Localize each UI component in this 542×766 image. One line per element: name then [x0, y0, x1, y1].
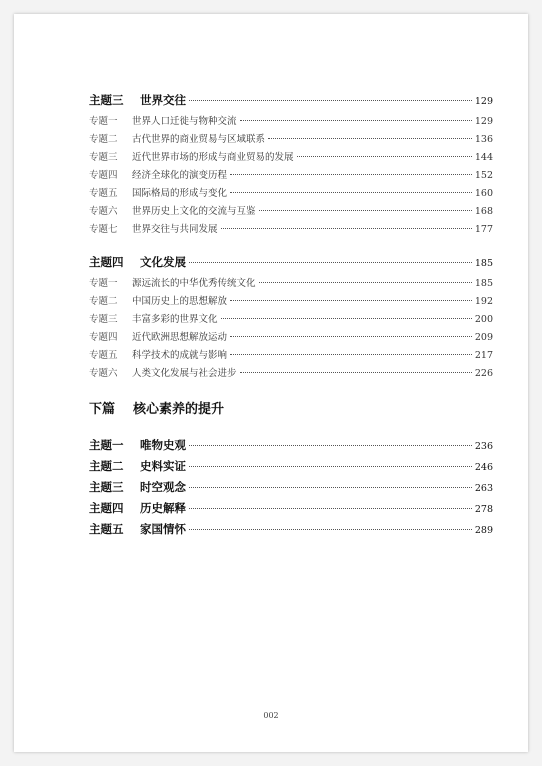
entry-title: 近代欧洲思想解放运动: [132, 332, 228, 343]
dot-leader: [230, 336, 472, 337]
toc-heading: [89, 254, 493, 275]
entry-number: 专题二: [89, 296, 118, 307]
page-number: 289: [474, 525, 493, 536]
page-footer-number: 002: [263, 711, 279, 720]
toc-heading: [89, 458, 493, 479]
toc-entry: [89, 203, 493, 221]
dot-leader: [240, 120, 472, 121]
page-number: 152: [474, 170, 493, 181]
entry-number: 专题四: [89, 332, 118, 343]
entry-number: 专题六: [89, 368, 118, 379]
entry-number: 专题四: [89, 170, 118, 181]
toc-entry: [89, 293, 493, 311]
entry-number: 专题七: [89, 224, 118, 235]
entry-title: 近代世界市场的形成与商业贸易的发展: [132, 152, 294, 163]
heading-number: 主题二: [89, 459, 124, 473]
toc-heading: [89, 92, 493, 113]
entry-title: 世界人口迁徙与物种交流: [132, 116, 237, 127]
toc-entry: [89, 113, 493, 131]
entry-title: 世界交往与共同发展: [132, 224, 218, 235]
page-number: 263: [474, 483, 493, 494]
entry-title: 科学技术的成就与影响: [132, 350, 228, 361]
entry-number: 专题一: [89, 116, 118, 127]
page-number: 278: [474, 504, 493, 515]
table-of-contents: [89, 92, 493, 542]
entry-title: 世界历史上文化的交流与互鉴: [132, 206, 256, 217]
toc-entry: [89, 185, 493, 203]
toc-entry: [89, 311, 493, 329]
entry-number: 专题三: [89, 152, 118, 163]
dot-leader: [259, 210, 472, 211]
dot-leader: [189, 487, 472, 488]
page-number: 200: [474, 314, 493, 325]
page-number: 177: [474, 224, 493, 235]
heading-number: 主题三: [89, 93, 124, 107]
dot-leader: [221, 318, 472, 319]
entry-title: 丰富多彩的世界文化: [132, 314, 218, 325]
dot-leader: [221, 228, 472, 229]
page-number: 185: [474, 278, 493, 289]
toc-entry: [89, 167, 493, 185]
toc-section-theme3: [89, 92, 493, 239]
heading-number: 主题三: [89, 480, 124, 494]
heading-title: 史料实证: [140, 459, 186, 473]
toc-section-theme4: [89, 254, 493, 383]
part-heading: [89, 398, 493, 422]
page-number: 129: [474, 116, 493, 127]
toc-entry: [89, 275, 493, 293]
entry-title: 古代世界的商业贸易与区域联系: [132, 134, 266, 145]
entry-number: 专题六: [89, 206, 118, 217]
entry-title: 中国历史上的思想解放: [132, 296, 228, 307]
entry-number: 专题五: [89, 188, 118, 199]
dot-leader: [230, 192, 472, 193]
page-number: 217: [474, 350, 493, 361]
toc-heading: [89, 521, 493, 542]
entry-title: 国际格局的形成与变化: [132, 188, 228, 199]
entry-number: 专题五: [89, 350, 118, 361]
page-number: 160: [474, 188, 493, 199]
dot-leader: [189, 100, 472, 101]
dot-leader: [240, 372, 472, 373]
toc-section-core-literacy: [89, 437, 493, 542]
heading-title: 唯物史观: [140, 438, 186, 452]
toc-heading: [89, 437, 493, 458]
toc-entry: [89, 329, 493, 347]
heading-title: 世界交往: [140, 93, 186, 107]
dot-leader: [230, 300, 472, 301]
heading-number: 主题四: [89, 255, 124, 269]
toc-heading: [89, 479, 493, 500]
heading-number: 主题四: [89, 501, 124, 515]
entry-number: 专题二: [89, 134, 118, 145]
page-number: 185: [474, 258, 493, 269]
page-number: 168: [474, 206, 493, 217]
heading-title: 文化发展: [140, 255, 186, 269]
page-number: 129: [474, 96, 493, 107]
toc-entry: [89, 149, 493, 167]
heading-number: 主题一: [89, 438, 124, 452]
page-number: 144: [474, 152, 493, 163]
heading-number: 主题五: [89, 522, 124, 536]
dot-leader: [189, 466, 472, 467]
toc-entry: [89, 347, 493, 365]
heading-title: 时空观念: [140, 480, 186, 494]
dot-leader: [189, 508, 472, 509]
heading-title: 历史解释: [140, 501, 186, 515]
entry-title: 人类文化发展与社会进步: [132, 368, 237, 379]
page-number: 236: [474, 441, 493, 452]
dot-leader: [230, 174, 472, 175]
page-number: 226: [474, 368, 493, 379]
dot-leader: [189, 529, 472, 530]
entry-title: 源远流长的中华优秀传统文化: [132, 278, 256, 289]
dot-leader: [189, 262, 472, 263]
toc-heading: [89, 500, 493, 521]
dot-leader: [297, 156, 472, 157]
page-number: 209: [474, 332, 493, 343]
heading-title: 家国情怀: [140, 522, 186, 536]
entry-title: 经济全球化的演变历程: [132, 170, 228, 181]
toc-entry: [89, 131, 493, 149]
page-number: 192: [474, 296, 493, 307]
entry-number: 专题三: [89, 314, 118, 325]
toc-entry: [89, 365, 493, 383]
dot-leader: [230, 354, 472, 355]
page-number: 136: [474, 134, 493, 145]
dot-leader: [189, 445, 472, 446]
part-label: 下篇: [89, 402, 116, 417]
document-page: [14, 14, 528, 752]
dot-leader: [259, 282, 472, 283]
part-title: 核心素养的提升: [133, 402, 225, 417]
entry-number: 专题一: [89, 278, 118, 289]
dot-leader: [268, 138, 472, 139]
toc-entry: [89, 221, 493, 239]
page-number: 246: [474, 462, 493, 473]
